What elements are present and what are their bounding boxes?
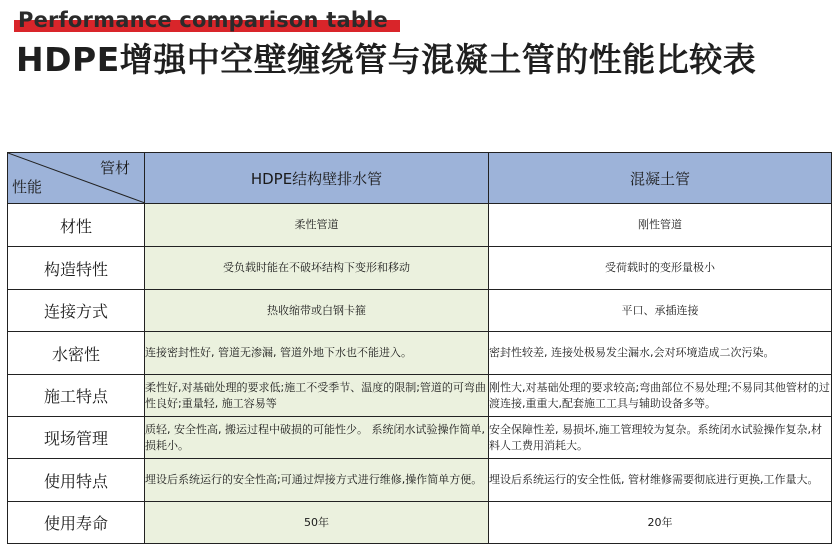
concrete-cell: 20年 [489, 502, 832, 544]
concrete-cell: 刚性大,对基础处理的要求较高;弯曲部位不易处理;不易同其他管材的过渡连接,重重大,配套施工工具与辅助设备多等。 [489, 375, 832, 417]
table-row [8, 459, 832, 502]
hdpe-cell: 柔性管道 [145, 204, 489, 247]
row-label: 连接方式 [8, 290, 145, 332]
hdpe-cell: 柔性好,对基础处理的要求低;施工不受季节、温度的限制;管道的可弯曲性良好;重量轻, 施工容易等 [145, 375, 489, 417]
corner-cell [8, 153, 145, 204]
row-label: 构造特性 [8, 247, 145, 290]
row-label: 材性 [8, 204, 145, 247]
table-row [8, 417, 832, 459]
table-header-row [8, 153, 832, 204]
concrete-cell: 刚性管道 [489, 204, 832, 247]
table-row [8, 290, 832, 332]
table-row [8, 332, 832, 375]
corner-bottom-label: 性能 [12, 178, 43, 196]
hdpe-cell: 质轻, 安全性高, 搬运过程中破损的可能性少。 系统闭水试验操作简单, 损耗小。 [145, 417, 489, 459]
header [0, 0, 839, 90]
row-label: 现场管理 [8, 417, 145, 459]
corner-top-label: 管材 [99, 159, 130, 177]
row-label: 使用寿命 [8, 502, 145, 544]
hdpe-cell: 受负载时能在不破坏结构下变形和移动 [145, 247, 489, 290]
row-label: 使用特点 [8, 459, 145, 502]
comparison-table [7, 152, 832, 544]
column-header-concrete: 混凝土管 [489, 153, 832, 204]
concrete-cell: 安全保障性差, 易损坏,施工管理较为复杂。系统闭水试验操作复杂,材料人工费用消耗大。 [489, 417, 832, 459]
table-row [8, 247, 832, 290]
hdpe-cell: 埋设后系统运行的安全性高;可通过焊接方式进行维修,操作简单方便。 [145, 459, 489, 502]
hdpe-cell: 热收缩带或白钢卡箍 [145, 290, 489, 332]
table-row [8, 204, 832, 247]
row-label: 施工特点 [8, 375, 145, 417]
row-label: 水密性 [8, 332, 145, 375]
table-row [8, 502, 832, 544]
hdpe-cell: 50年 [145, 502, 489, 544]
subtitle: Performance comparison table [18, 8, 388, 32]
hdpe-cell: 连接密封性好, 管道无渗漏, 管道外地下水也不能进入。 [145, 332, 489, 375]
concrete-cell: 受荷载时的变形量极小 [489, 247, 832, 290]
column-header-hdpe: HDPE结构壁排水管 [145, 153, 489, 204]
table-row [8, 375, 832, 417]
concrete-cell: 密封性较差, 连接处极易发尘漏水,会对环境造成二次污染。 [489, 332, 832, 375]
page-title: HDPE增强中空壁缠绕管与混凝土管的性能比较表 [16, 40, 757, 79]
concrete-cell: 平口、承插连接 [489, 290, 832, 332]
concrete-cell: 埋设后系统运行的安全性低, 管材维修需要彻底进行更换,工作量大。 [489, 459, 832, 502]
